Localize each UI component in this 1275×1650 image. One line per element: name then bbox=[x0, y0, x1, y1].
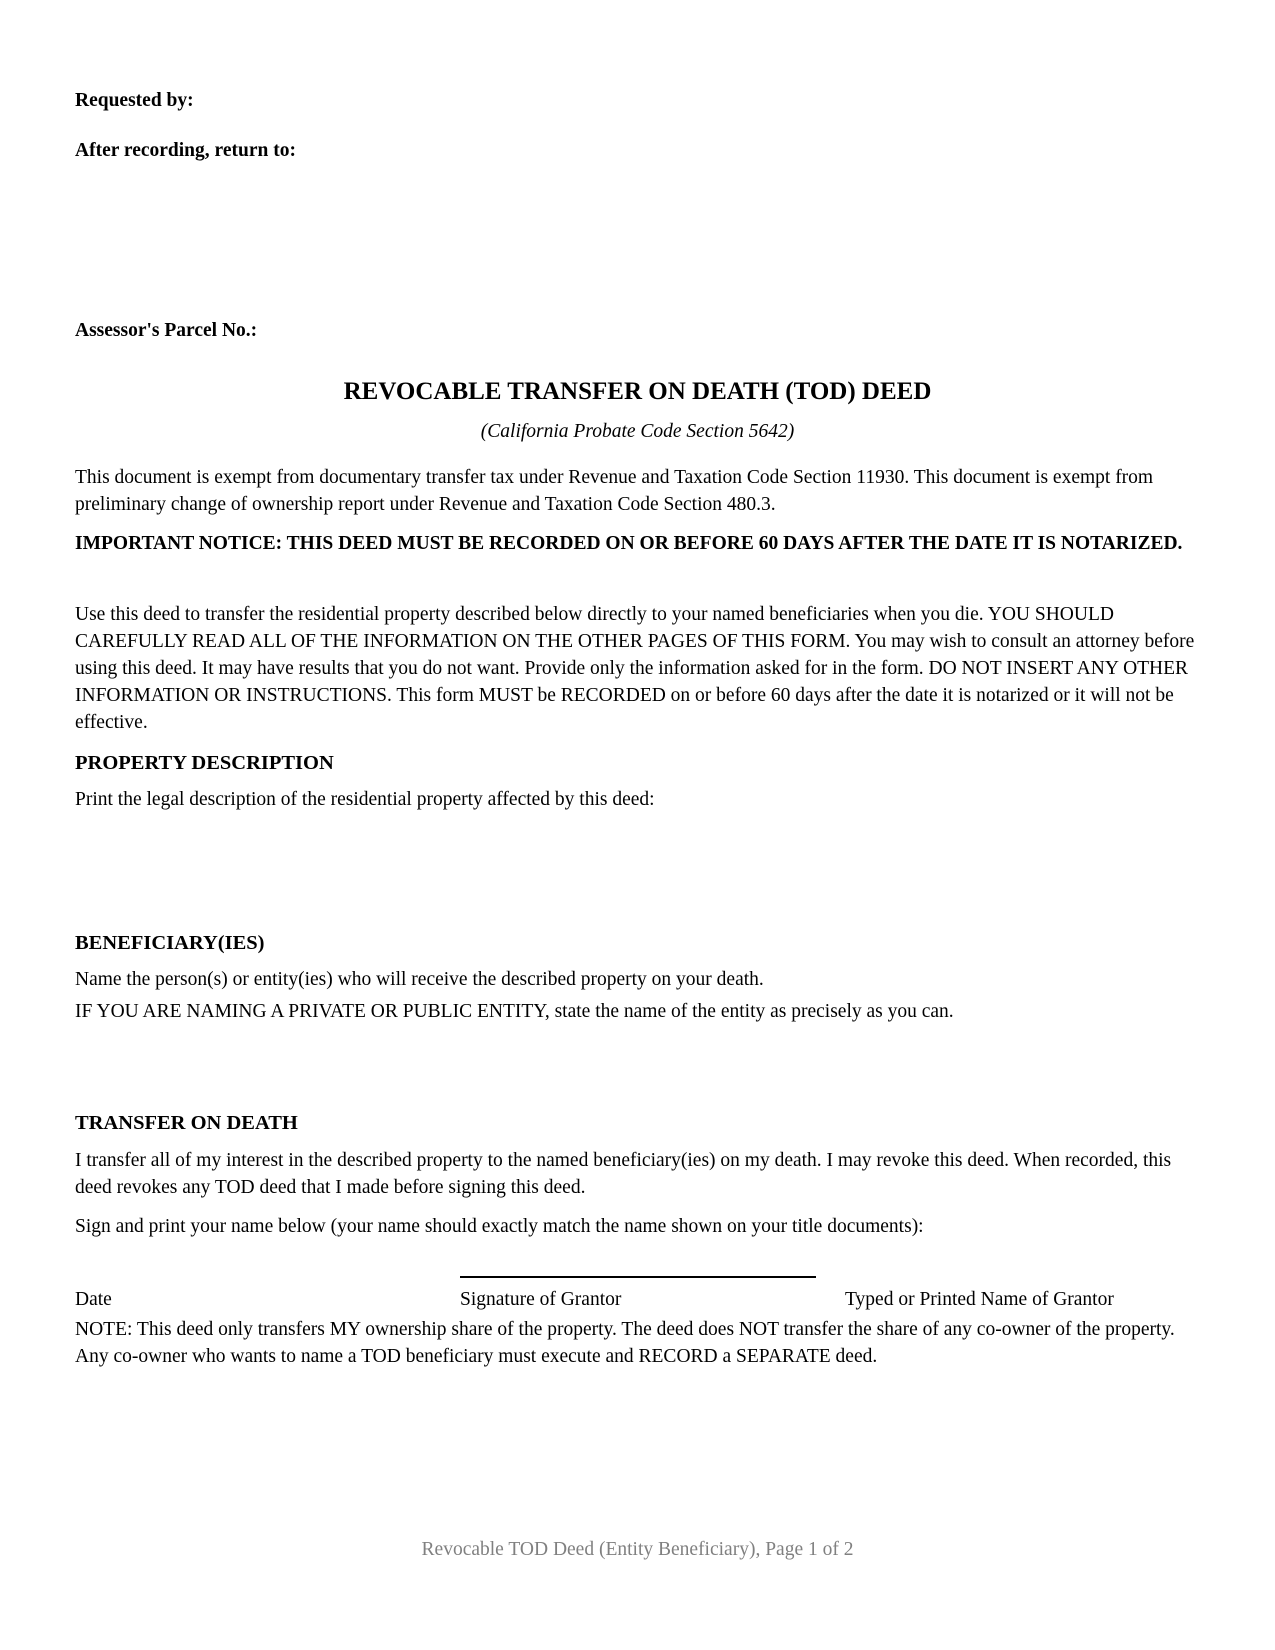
sign-instruction: Sign and print your name below (your name should exactly match the name shown on your title documents): bbox=[75, 1216, 924, 1237]
beneficiaries-entity-text: IF YOU ARE NAMING A PRIVATE OR PUBLIC ENTITY, state the name of the entity as precisely as you can. bbox=[75, 1001, 954, 1022]
date-label: Date bbox=[75, 1289, 112, 1310]
co-owner-note: NOTE: This deed only transfers MY ownership share of the property. The deed does NOT transfer the share of any co-owner of the property. Any co-owner who wants to name a TOD beneficiary must execute and RECORD a SEPARATE deed. bbox=[75, 1319, 1175, 1367]
document-title: REVOCABLE TRANSFER ON DEATH (TOD) DEED bbox=[343, 378, 932, 405]
document-subtitle: (California Probate Code Section 5642) bbox=[480, 421, 795, 442]
beneficiaries-text: Name the person(s) or entity(ies) who will receive the described property on your death. bbox=[75, 969, 764, 990]
important-notice: IMPORTANT NOTICE: THIS DEED MUST BE RECORDED ON OR BEFORE 60 DAYS AFTER THE DATE IT IS NOTARIZED. bbox=[75, 533, 1183, 554]
instructions-text: Use this deed to transfer the residential property described below directly to your named beneficiaries when you die. YOU SHOULD CAREFULLY READ ALL OF THE INFORMATION ON THE OTHER PAGES OF THIS FORM. You may wish to consult an attorney before using this deed. It may have results that you do not want. Provide only the information asked for in the form. DO NOT INSERT ANY OTHER INFORMATION OR INSTRUCTIONS. This form MUST be RECORDED on or before 60 days after the date it is notarized or it will not be effective. bbox=[75, 604, 1195, 733]
parcel-number-label: Assessor's Parcel No.: bbox=[75, 320, 258, 341]
return-to-label: After recording, return to: bbox=[75, 140, 296, 161]
exemption-text: This document is exempt from documentary transfer tax under Revenue and Taxation Code Section 11930. This document is exempt from preliminary change of ownership report under Revenue and Taxation Code Section 480.3. bbox=[75, 467, 1154, 515]
transfer-text: I transfer all of my interest in the described property to the named beneficiary(ies) on my death. I may revoke this deed. When recorded, this deed revokes any TOD deed that I made before signing this deed. bbox=[75, 1150, 1172, 1198]
property-description-text: Print the legal description of the residential property affected by this deed: bbox=[75, 789, 655, 810]
signature-label: Signature of Grantor bbox=[460, 1289, 622, 1310]
beneficiaries-heading: BENEFICIARY(IES) bbox=[75, 932, 265, 954]
page-footer: Revocable TOD Deed (Entity Beneficiary), Page 1 of 2 bbox=[421, 1539, 854, 1560]
signature-line bbox=[460, 1276, 816, 1278]
printed-name-label: Typed or Printed Name of Grantor bbox=[845, 1289, 1114, 1310]
transfer-on-death-heading: TRANSFER ON DEATH bbox=[75, 1112, 298, 1134]
requested-by-label: Requested by: bbox=[75, 90, 194, 111]
property-description-heading: PROPERTY DESCRIPTION bbox=[75, 752, 334, 774]
